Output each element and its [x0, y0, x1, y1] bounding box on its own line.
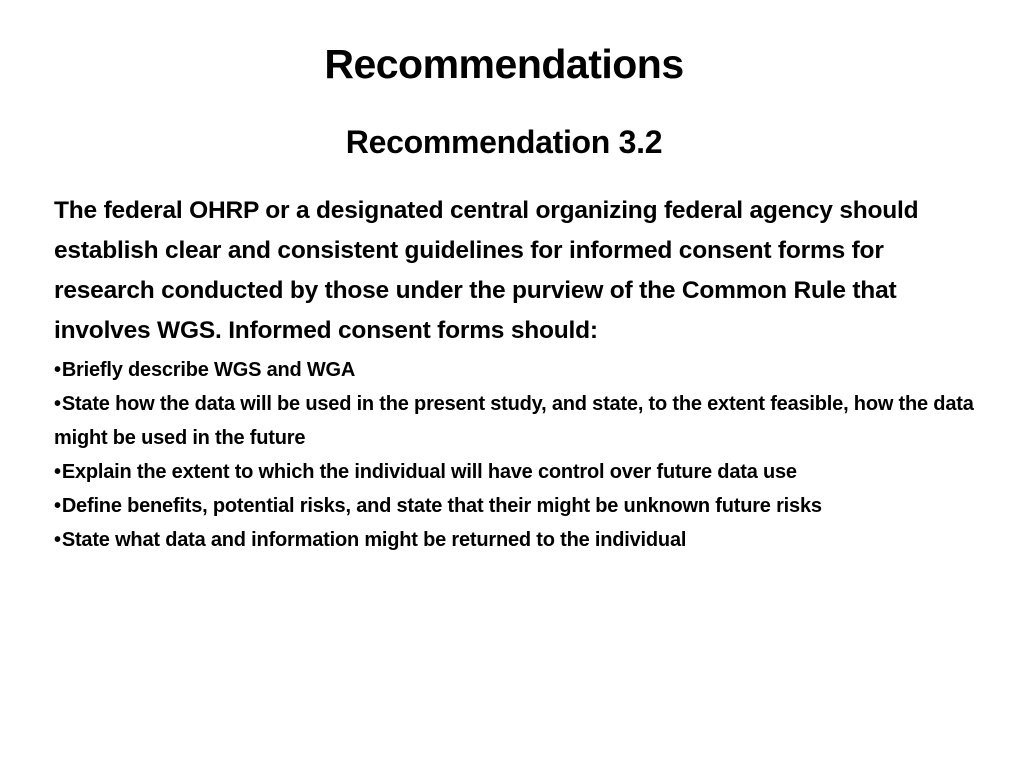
- bullet-item: [54, 489, 974, 523]
- slide-title: Recommendations: [324, 41, 684, 87]
- bullet-icon: •: [54, 393, 61, 415]
- bullet-text: State what data and information might be returned to the individual: [61, 529, 687, 551]
- bullet-text: Explain the extent to which the individual will have control over future data use: [61, 461, 797, 483]
- slide-body: [54, 191, 974, 557]
- bullet-item: [54, 353, 974, 387]
- slide-subtitle: Recommendation 3.2: [345, 124, 663, 160]
- intro-paragraph: The federal OHRP or a designated central organizing federal agency should establish clear and consistent guidelines for informed consent forms for research conducted by those under the purview of the Common Rule that involves WGS. Informed consent forms should:: [54, 197, 919, 344]
- bullet-text: Briefly describe WGS and WGA: [61, 359, 356, 381]
- bullet-icon: •: [54, 359, 61, 381]
- bullet-text: State how the data will be used in the present study, and state, to the extent feasible, how the data might be used in the future: [54, 393, 974, 449]
- bullet-item: [54, 387, 974, 455]
- bullet-text: Define benefits, potential risks, and state that their might be unknown future risks: [61, 495, 822, 517]
- bullet-item: [54, 523, 974, 557]
- bullet-icon: •: [54, 529, 61, 551]
- bullet-list: [54, 353, 974, 557]
- bullet-icon: •: [54, 461, 61, 483]
- bullet-icon: •: [54, 495, 61, 517]
- bullet-item: [54, 455, 974, 489]
